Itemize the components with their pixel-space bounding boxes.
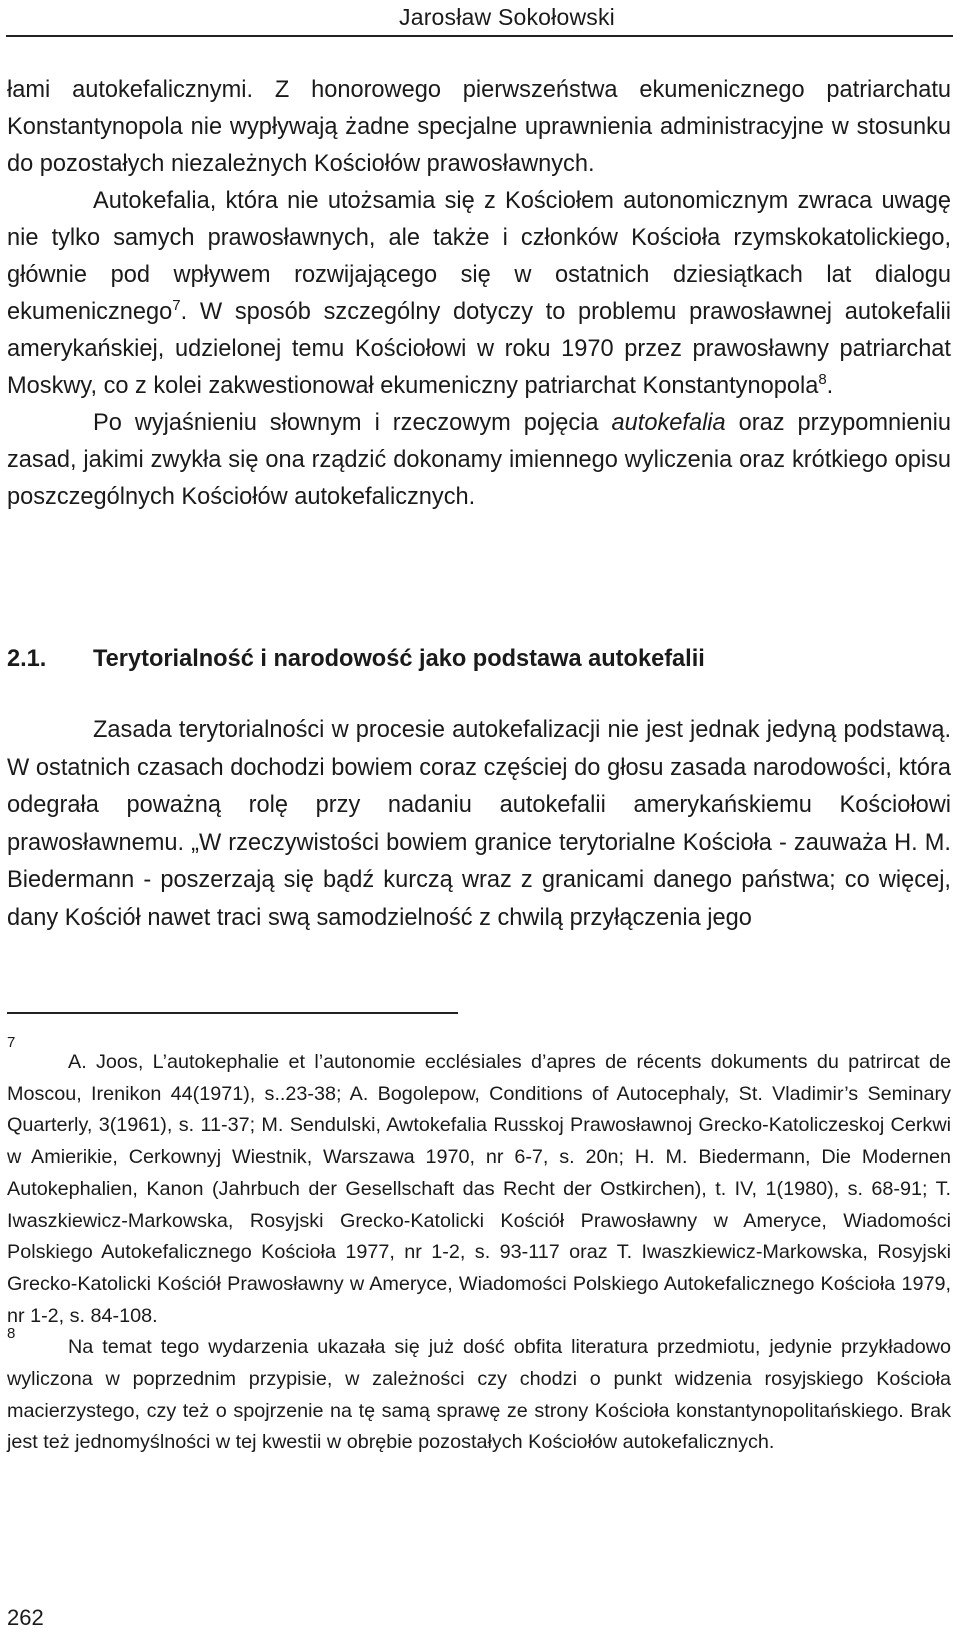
paragraph: Zasada terytorialności w procesie autokefalizacji nie jest jednak jedyną podstawą. W ostatnich czasach dochodzi bowiem coraz częściej do głosu zasada narodowości, która odegrała poważną rolę przy nadaniu autokefalii amerykańskiemu Kościołowi prawosławnemu. „W rzeczywistości bowiem granice terytorialne Kościoła - zauważa H. M. Biedermann - poszerzają się bądź kurczą wraz z granicami danego państwa; co więcej, dany Kościół nawet traci swą samodzielność z chwilą przyłączenia jego: [7, 717, 951, 931]
paragraph-text: Po wyjaśnieniu słownym i rzeczowym pojęcia: [93, 410, 612, 436]
footnote-text: Na temat tego wydarzenia ukazała się już dość obfita literatura przedmiotu, jedynie przykładowo wyliczona w poprzednim przypisie, w zależności czy chodzi o punkt widzenia rosyjskiego Kościoła macierzystego, czy też o spojrzenie na tę samą sprawę ze strony Kościoła konstantynopolitańskiego. Brak jest też jednomyślności w tej kwestii w obrębie pozostałych Kościołów autokefalicznych.: [7, 1336, 951, 1454]
paragraph: [7, 405, 951, 516]
emphasized-term: autokefalia: [611, 410, 726, 436]
section-heading: [7, 646, 705, 673]
footnote: [7, 1325, 951, 1459]
paragraph-text: .: [826, 373, 834, 399]
main-text: [7, 72, 951, 516]
running-header-author: Jarosław Sokołowski: [399, 4, 615, 30]
section-title: Terytorialność i narodowość jako podstawa autokefalii: [93, 646, 705, 672]
paragraph: [7, 72, 951, 183]
paragraph-text: . W sposób szczególny dotyczy to problemu prawosławnej autokefalii amerykańskiej, udzielonej temu Kościołowi w roku 1970 przez prawosławny patriarchat Moskwy, co z kolei zakwestionował ekumeniczny patriarchat Konstantynopola: [7, 299, 951, 399]
footnotes: [7, 1034, 951, 1459]
paragraph-text: łami autokefalicznymi. Z honorowego pierwszeństwa ekumenicznego patriarchatu Konstantynopola nie wypływają żadne specjalne uprawnienia administracyjne w stosunku do pozostałych niezależnych Kościołów prawosławnych.: [7, 77, 951, 177]
paragraph: [7, 183, 951, 405]
section-text: [7, 712, 951, 937]
footnote-divider: [7, 1012, 458, 1014]
footnote: [7, 1034, 951, 1332]
footnote-text: A. Joos, L’autokephalie et l’autonomie ecclésiales d’apres de récents dokuments du patrircat de Moscou, Irenikon 44(1971), s..23-38; A. Bogolepow, Conditions of Autocephaly, St. Vladimir’s Seminary Quarterly, 3(1961), s. 11-37; M. Sendulski, Awtokefalia Russkoj Prawosławnoj Grecko-Katoliczeskoj Cerkwi w Amierikie, Cerkownyj Wiestnik, Warszawa 1970, nr 6-7, s. 20n; H. M. Biedermann, Die Modernen Autokephalien, Kanon (Jahrbuch der Gesellschaft das Recht der Ostkirchen), t. IV, 1(1980), s. 68-91; T. Iwaszkiewicz-Markowska, Rosyjski Grecko-Katolicki Kościół Prawosławny w Ameryce, Wiadomości Polskiego Autokefalicznego Kościoła 1977, nr 1-2, s. 93-117 oraz T. Iwaszkiewicz-Markowska, Rosyjski Grecko-Katolicki Kościół Prawosławny w Ameryce, Wiadomości Polskiego Autokefalicznego Kościoła 1979, nr 1-2, s. 84-108.: [7, 1051, 951, 1327]
page-number: 262: [7, 1605, 44, 1630]
section-number: 2.1.: [7, 646, 47, 672]
footnote-reference[interactable]: 7: [172, 297, 181, 314]
footnote-reference[interactable]: 8: [818, 371, 827, 388]
footnote-mark: 8: [7, 1325, 16, 1343]
paragraph-text: Autokefalia, która nie utożsamia się z Kościołem autonomicznym zwraca uwagę nie tylko samych prawosławnych, ale także i członków Kościoła rzymskokatolickiego, głównie pod wpływem rozwijającego się w ostatnich dziesiątkach lat dialogu ekumenicznego: [7, 188, 951, 325]
footnote-mark: 7: [7, 1034, 16, 1051]
paragraph-text: oraz przypomnieniu zasad, jakimi zwykła się ona rządzić dokonamy imiennego wyliczenia oraz krótkiego opisu poszczególnych Kościołów autokefalicznych.: [7, 410, 951, 510]
header-divider: [6, 35, 953, 37]
